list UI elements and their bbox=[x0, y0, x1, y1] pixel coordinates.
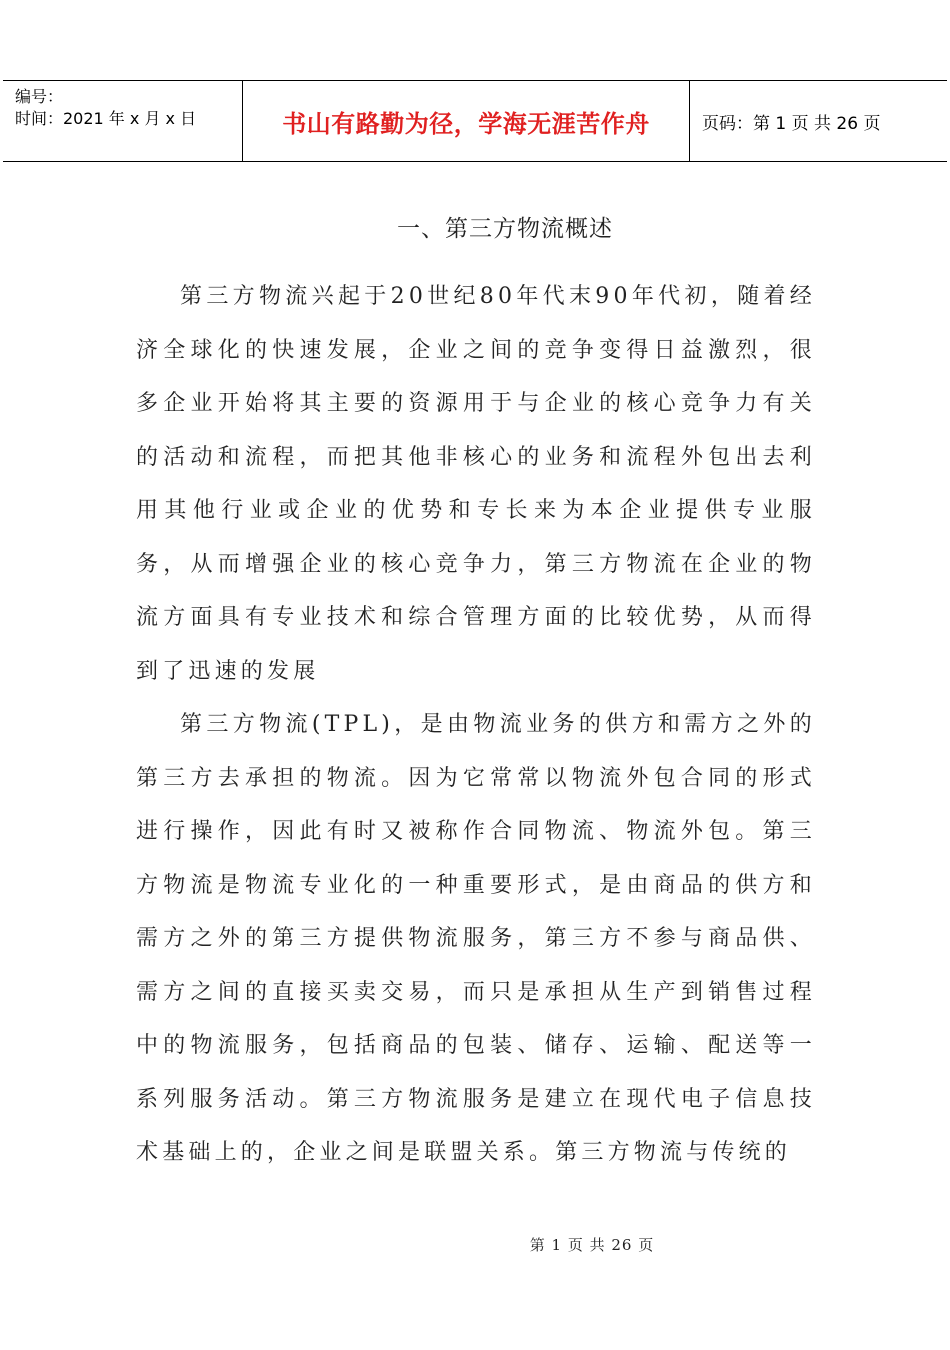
header-meta-cell bbox=[3, 81, 243, 161]
document-time-label: 时间：2021 年 x 月 x 日 bbox=[15, 109, 197, 128]
document-title: 一、第三方物流概述 bbox=[397, 216, 613, 242]
document-body bbox=[136, 270, 816, 1180]
body-paragraph-1: 第三方物流兴起于20世纪80年代末90年代初，随着经济全球化的快速发展，企业之间的竞争变得日益激烈，很多企业开始将其主要的资源用于与企业的核心竞争力有关的活动和流程，而把其他非核心的业务和流程外包出去利用其他行业或企业的优势和专长来为本企业提供专业服务，从而增强企业的核心竞争力，第三方物流在企业的物流方面具有专业技术和综合管理方面的比较优势，从而得到了迅速的发展 bbox=[136, 284, 816, 684]
document-number-label: 编号： bbox=[15, 87, 64, 106]
page-footer: 第 1 页 共 26 页 bbox=[529, 1236, 655, 1254]
body-paragraph-2: 第三方物流(TPL)，是由物流业务的供方和需方之外的第三方去承担的物流。因为它常常以物流外包合同的形式进行操作，因此有时又被称作合同物流、物流外包。第三方物流是物流专业化的一种重要形式，是由商品的供方和需方之外的第三方提供物流服务，第三方不参与商品供、需方之间的直接买卖交易，而只是承担从生产到销售过程中的物流服务，包括商品的包装、储存、运输、配送等一系列服务活动。第三方物流服务是建立在现代电子信息技术基础上的，企业之间是联盟关系。第三方物流与传统的 bbox=[136, 712, 816, 1165]
header-page-info: 页码：第 1 页 共 26 页 bbox=[702, 113, 881, 134]
header-motto: 书山有路勤为径，学海无涯苦作舟 bbox=[243, 81, 690, 161]
document-header-table bbox=[3, 80, 947, 162]
